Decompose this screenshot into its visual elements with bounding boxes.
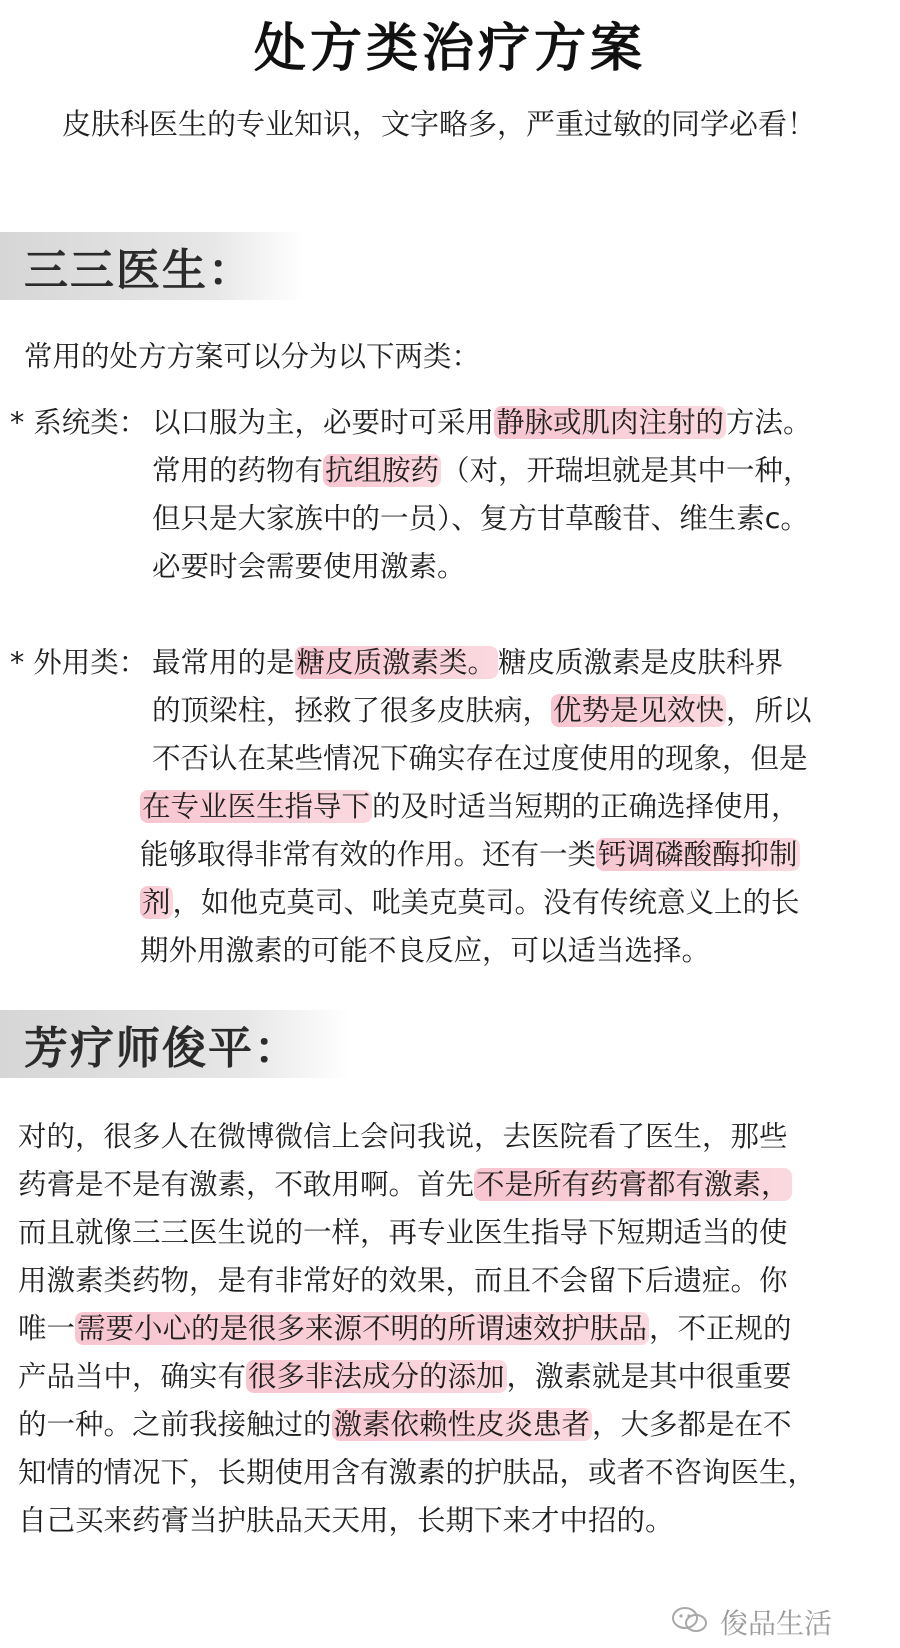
highlight: 钙调磷酸酶抑制 — [598, 838, 798, 871]
highlight: 激素依赖性皮炎患者 — [333, 1408, 591, 1441]
intro-text: 常用的处方方案可以分为以下两类： — [24, 340, 481, 373]
topical-line-6: 剂，如他克莫司、吡美克莫司。没有传统意义上的长 — [142, 886, 800, 919]
highlight: 很多非法成分的添加 — [248, 1360, 505, 1393]
highlight: 剂 — [142, 886, 171, 919]
body-line-4: 用激素类药物，是有非常好的效果，而且不会留下后遗症。你 — [18, 1264, 788, 1297]
body-line-3: 而且就像三三医生说的一样，再专业医生指导下短期适当的使 — [18, 1216, 788, 1249]
topical-line-5: 能够取得非常有效的作用。还有一类钙调磷酸酶抑制 — [140, 838, 798, 871]
topical-line-4: 在专业医生指导下的及时适当短期的正确选择使用， — [142, 790, 800, 823]
topical-line-2: 的顶梁柱，拯救了很多皮肤病，优势是见效快，所以 — [152, 694, 812, 727]
highlight: 抗组胺药 — [325, 454, 440, 487]
section-heading-aromatherapist: 芳疗师俊平： — [0, 1010, 350, 1078]
page-title: 处方类治疗方案 — [253, 19, 646, 79]
body-line-1: 对的，很多人在微博微信上会问我说，去医院看了医生，那些 — [18, 1120, 788, 1153]
highlight: 优势是见效快 — [553, 694, 725, 727]
page-subtitle: 皮肤科医生的专业知识，文字略多，严重过敏的同学必看！ — [62, 107, 817, 141]
system-line-3: 但只是大家族中的一员）、复方甘草酸苷、维生素c。 — [152, 502, 809, 535]
watermark-text: 俊品生活 — [719, 1607, 832, 1640]
highlight: 糖皮质激素类。 — [296, 646, 497, 679]
body-line-7: 的一种。之前我接触过的激素依赖性皮炎患者，大多都是在不 — [18, 1408, 792, 1441]
topical-label: * 外用类： — [10, 646, 148, 679]
body-line-5: 唯一需要小心的是很多来源不明的所谓速效护肤品，不正规的 — [18, 1312, 792, 1345]
wechat-icon — [670, 1605, 710, 1635]
body-line-9: 自己买来药膏当护肤品天天用，长期下来才中招的。 — [18, 1504, 674, 1537]
topical-line-1: 最常用的是糖皮质激素类。糖皮质激素是皮肤科界 — [152, 646, 784, 679]
body-line-6: 产品当中，确实有很多非法成分的添加，激素就是其中很重要 — [18, 1360, 792, 1393]
highlight: 需要小心的是很多来源不明的所谓速效护肤品 — [77, 1312, 648, 1345]
section-heading-doctor: 三三医生： — [0, 232, 304, 300]
system-line-4: 必要时会需要使用激素。 — [152, 550, 466, 583]
system-label: * 系统类： — [10, 406, 148, 439]
body-line-2: 药膏是不是有激素，不敢用啊。首先不是所有药膏都有激素， — [18, 1168, 790, 1201]
highlight: 静脉或肌肉注射的 — [496, 406, 725, 439]
highlight: 不是所有药膏都有激素， — [476, 1168, 790, 1201]
body-line-8: 知情的情况下，长期使用含有激素的护肤品，或者不咨询医生， — [18, 1456, 817, 1489]
system-line-1: 以口服为主，必要时可采用静脉或肌肉注射的方法。 — [152, 406, 812, 439]
system-line-2: 常用的药物有抗组胺药（对，开瑞坦就是其中一种， — [152, 454, 812, 487]
highlight: 在专业医生指导下 — [142, 790, 371, 823]
topical-line-3: 不否认在某些情况下确实存在过度使用的现象，但是 — [152, 742, 808, 775]
topical-line-7: 期外用激素的可能不良反应，可以适当选择。 — [140, 934, 711, 967]
